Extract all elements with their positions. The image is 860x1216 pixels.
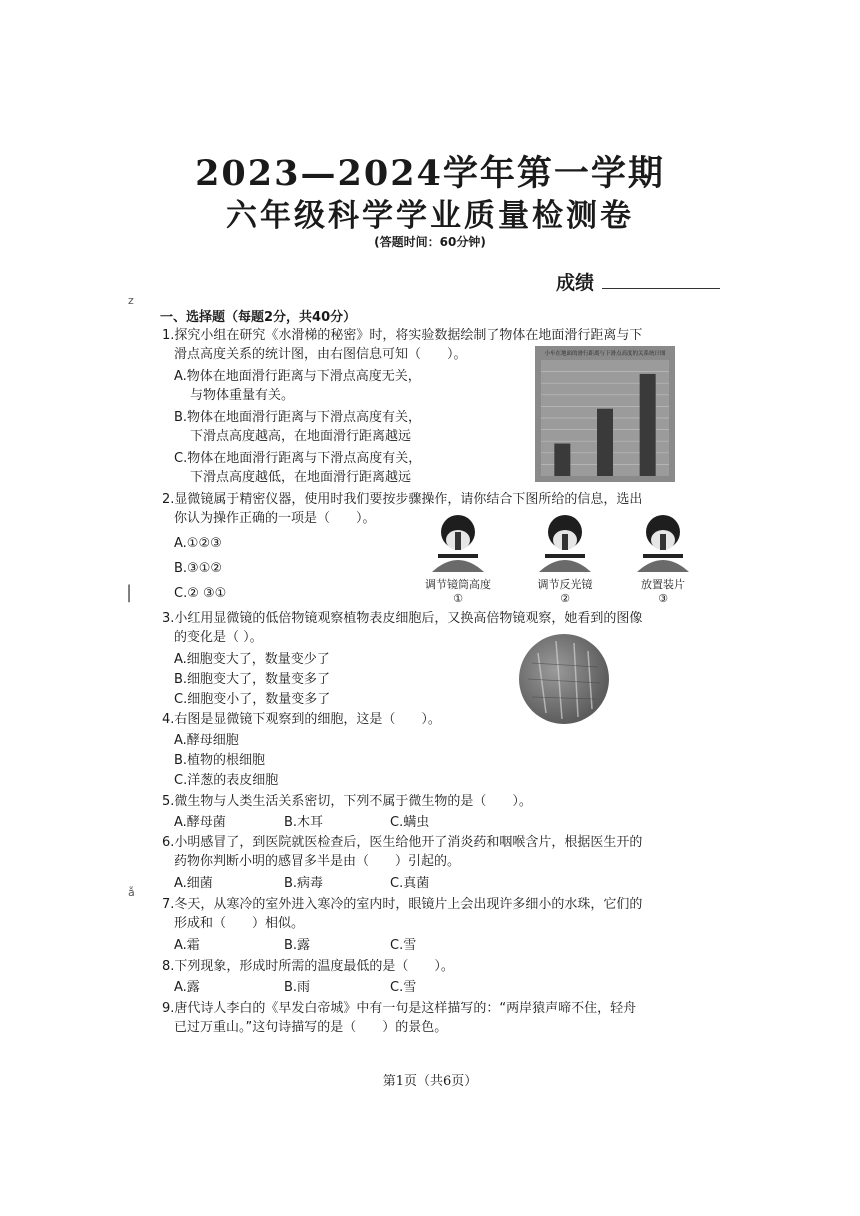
question-2-option-a: A.①②③ [174, 536, 222, 551]
question-1-option-c: 下滑点高度越低，在地面滑行距离越远 [190, 470, 412, 485]
question-3-option-b: B.细胞变大了，数量变多了 [174, 672, 331, 687]
chart-bar [597, 409, 613, 476]
question-8-option-b: B.雨 [284, 980, 311, 995]
chart-bar [554, 444, 570, 476]
student-microscope-icon [418, 510, 498, 572]
figure-caption: 放置装片 [641, 578, 685, 591]
question-1-option-a: 与物体重量有关。 [190, 388, 295, 403]
page-subtitle: 六年级科学学业质量检测卷 [226, 198, 634, 234]
question-5-option-a: A.酵母菌 [174, 815, 226, 830]
question-4-stem: 4.右图是显微镜下观察到的细胞，这是（ ）。 [162, 712, 441, 727]
question-4-option-c: C.洋葱的表皮细胞 [174, 773, 279, 788]
question-5-option-c: C.螨虫 [390, 815, 430, 830]
page-title: 2023—2024学年第一学期 [195, 153, 665, 194]
question-2-stem: 2.显微镜属于精密仪器，使用时我们要按步骤操作，请你结合下图所给的信息，选出 [162, 492, 643, 507]
margin-mark: ẫ [128, 886, 135, 899]
question-9-stem: 已过万重山。”这句诗描写的是（ ）的景色。 [174, 1020, 448, 1035]
question-1-option-c: C.物体在地面滑行距离与下滑点高度有关， [174, 451, 422, 466]
question-6-option-b: B.病毒 [284, 876, 324, 891]
bar-chart [535, 346, 675, 482]
student-figure-3 [623, 510, 703, 605]
question-7-option-b: B.露 [284, 938, 311, 953]
question-2-option-c: C.② ③① [174, 586, 227, 601]
question-1-option-a: A.物体在地面滑行距离与下滑点高度无关， [174, 369, 421, 384]
figure-number: ① [453, 592, 463, 605]
question-5-option-b: B.木耳 [284, 815, 324, 830]
question-4-option-a: A.酵母细胞 [174, 733, 239, 748]
question-4-option-b: B.植物的根细胞 [174, 753, 266, 768]
score-label: 成绩 [556, 272, 595, 294]
figure-caption: 调节镜筒高度 [425, 578, 491, 591]
question-3-option-a: A.细胞变大了，数量变少了 [174, 652, 330, 667]
page-number: 第1页（共6页） [382, 1074, 478, 1089]
question-6-option-a: A.细菌 [174, 876, 213, 891]
exam-time: (答题时间：60分钟) [374, 235, 486, 249]
chart-bar [640, 374, 656, 476]
question-7-option-a: A.霜 [174, 938, 200, 953]
cell-micrograph [518, 633, 610, 725]
student-microscope-icon [623, 510, 703, 572]
question-8-option-c: C.雪 [390, 980, 417, 995]
student-microscope-icon [525, 510, 605, 572]
question-6-option-c: C.真菌 [390, 876, 430, 891]
bar-chart-svg [535, 346, 675, 482]
question-7-stem: 形成和（ ）相似。 [174, 916, 305, 931]
figure-caption: 调节反光镜 [537, 578, 593, 591]
question-2-option-b: B.③①② [174, 561, 223, 576]
question-1-option-b: 下滑点高度越高，在地面滑行距离越远 [190, 429, 412, 444]
figure-number: ③ [658, 592, 668, 605]
margin-mark: z [128, 294, 134, 307]
question-1-option-b: B.物体在地面滑行距离与下滑点高度有关， [174, 410, 422, 425]
question-8-option-a: A.露 [174, 980, 200, 995]
question-2-stem: 你认为操作正确的一项是（ ）。 [174, 511, 376, 526]
figure-number: ② [560, 592, 570, 605]
chart-title: 小车在地面的滑行距离与下滑点高度的关系统计图 [544, 351, 666, 357]
score-blank[interactable] [602, 288, 720, 289]
question-6-stem: 6.小明感冒了，到医院就医检查后，医生给他开了消炎药和咽喉含片，根据医生开的 [162, 835, 643, 850]
question-3-stem: 3.小红用显微镜的低倍物镜观察植物表皮细胞后，又换高倍物镜观察，她看到的图像 [162, 611, 643, 626]
question-3-stem: 的变化是（ ）。 [174, 630, 263, 645]
question-5-stem: 5.微生物与人类生活关系密切，下列不属于微生物的是（ ）。 [162, 794, 532, 809]
question-7-stem: 7.冬天，从寒冷的室外进入寒冷的室内时，眼镜片上会出现许多细小的水珠，它们的 [162, 897, 643, 912]
question-8-stem: 8.下列现象，形成时所需的温度最低的是（ ）。 [162, 959, 454, 974]
micrograph-image [518, 633, 610, 725]
question-9-stem: 9.唐代诗人李白的《早发白帝城》中有一句是这样描写的：“两岸猿声啼不住，轻舟 [162, 1001, 637, 1016]
question-1-stem: 1.探究小组在研究《水滑梯的秘密》时，将实验数据绘制了物体在地面滑行距离与下 [162, 328, 643, 343]
question-6-stem: 药物你判断小明的感冒多半是由（ ）引起的。 [174, 854, 461, 869]
question-1-stem: 滑点高度关系的统计图，由右图信息可知（ ）。 [174, 347, 467, 362]
question-3-option-c: C.细胞变小了，数量变多了 [174, 692, 331, 707]
section-heading: 一、选择题（每题2分，共40分） [160, 310, 357, 325]
margin-mark: | [126, 582, 133, 603]
question-7-option-c: C.雪 [390, 938, 417, 953]
student-figure-1 [418, 510, 498, 605]
student-figure-2 [525, 510, 605, 605]
